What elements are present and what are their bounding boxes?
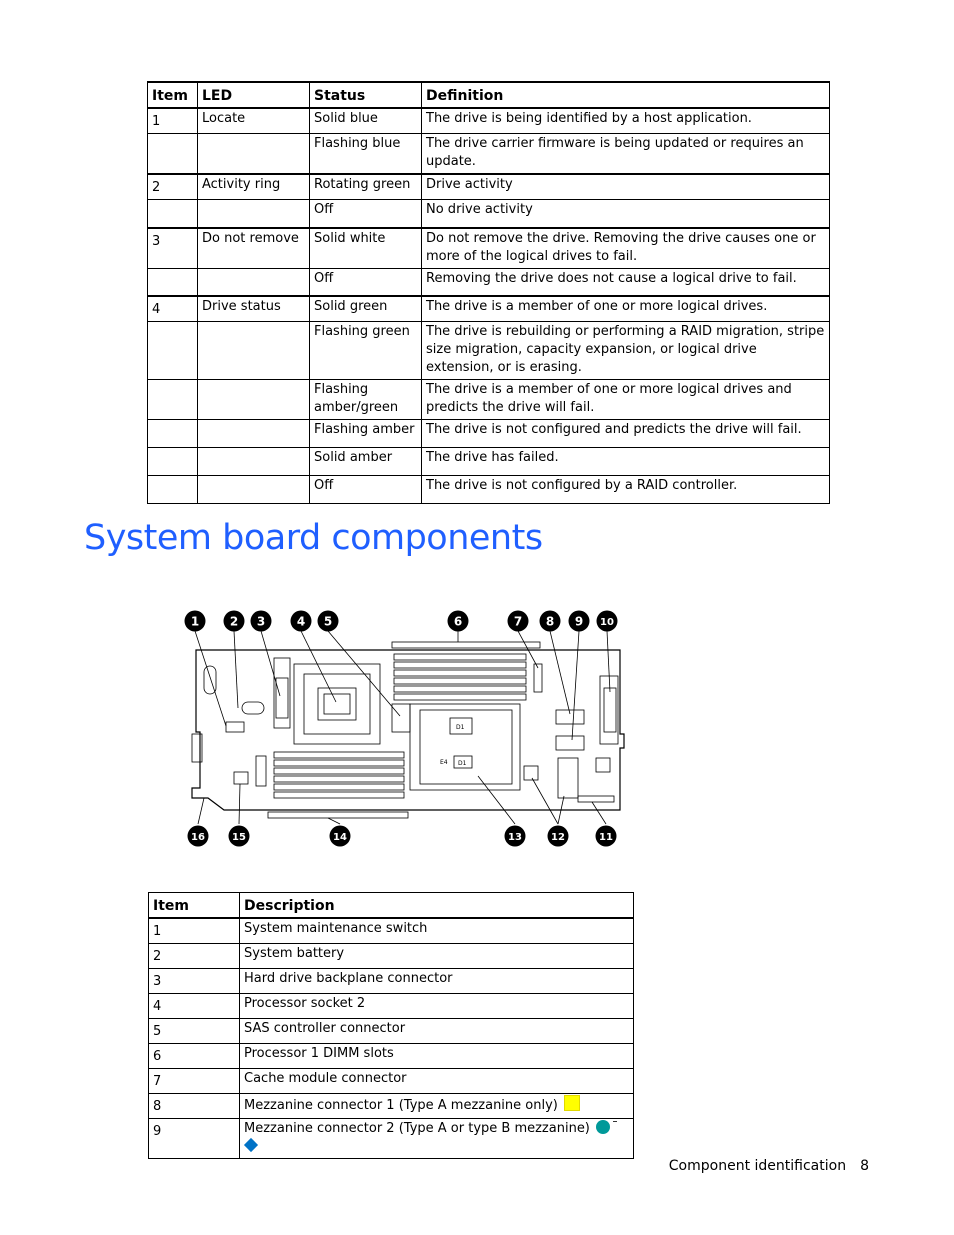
row-led — [198, 476, 310, 504]
callout-16 — [188, 826, 209, 847]
callout-label: 8 — [545, 614, 555, 629]
row-description: Mezzanine connector 1 (Type A mezzanine only) — [244, 1098, 558, 1113]
header-status: Status — [310, 82, 422, 108]
row-definition: The drive is not configured by a RAID controller. — [422, 476, 830, 504]
table-row — [149, 1094, 634, 1119]
table-row — [148, 296, 830, 322]
callout-label: 2 — [229, 614, 239, 629]
row-status: Solid white — [310, 228, 422, 269]
row-item — [148, 200, 198, 228]
callout-15 — [229, 826, 250, 847]
callout-13 — [505, 826, 526, 847]
callout-7 — [508, 611, 529, 632]
row-definition: The drive is a member of one or more logical drives. — [422, 296, 830, 322]
callout-label: 14 — [333, 832, 347, 843]
row-led: Locate — [198, 108, 310, 134]
type-a-marker-icon — [564, 1095, 580, 1111]
table-row — [148, 228, 830, 269]
callout-label: 11 — [599, 832, 613, 843]
row-status: Off — [310, 268, 422, 296]
led-definition-table — [147, 81, 830, 504]
row-description: Cache module connector — [240, 1069, 634, 1094]
row-definition: Do not remove the drive. Removing the drive causes one or more of the logical drives to fail. — [422, 228, 830, 269]
callout-label: 12 — [551, 832, 565, 843]
header-item: Item — [148, 82, 198, 108]
table-row — [149, 1119, 634, 1159]
component-table — [148, 892, 634, 1159]
table-row — [149, 918, 634, 944]
row-definition: The drive has failed. — [422, 448, 830, 476]
row-definition: Removing the drive does not cause a logical drive to fail. — [422, 268, 830, 296]
row-status: Flashing blue — [310, 134, 422, 175]
callout-3 — [251, 611, 272, 632]
row-definition: The drive is being identified by a host application. — [422, 108, 830, 134]
table-row — [148, 420, 830, 448]
table-row — [149, 1069, 634, 1094]
callout-8 — [540, 611, 561, 632]
header-item: Item — [149, 893, 240, 919]
header-definition: Definition — [422, 82, 830, 108]
row-description: Processor 1 DIMM slots — [240, 1044, 634, 1069]
callout-10 — [597, 611, 618, 632]
chip-label: D1 — [456, 724, 465, 731]
system-board-diagram — [178, 606, 638, 856]
row-item — [148, 476, 198, 504]
callout-label: 16 — [191, 832, 205, 843]
row-definition: The drive is not configured and predicts the drive will fail. — [422, 420, 830, 448]
row-led: Drive status — [198, 296, 310, 322]
table-row — [149, 994, 634, 1019]
row-item — [148, 420, 198, 448]
row-description: Mezzanine connector 2 (Type A or type B mezzanine) — [244, 1121, 590, 1136]
row-definition: The drive is rebuilding or performing a RAID migration, stripe size migration, capacity expansion, or logical drive extension, or is erasing. — [422, 322, 830, 380]
table-row — [149, 1044, 634, 1069]
table-header-row — [149, 893, 634, 919]
row-definition: No drive activity — [422, 200, 830, 228]
row-item: 2 — [149, 944, 240, 969]
callout-14 — [330, 826, 351, 847]
header-description: Description — [240, 893, 634, 919]
row-led — [198, 322, 310, 380]
table-row — [148, 268, 830, 296]
row-description-cell — [240, 1094, 634, 1119]
row-description: Processor socket 2 — [240, 994, 634, 1019]
callout-label: 7 — [513, 614, 523, 629]
row-item: 2 — [148, 174, 198, 200]
callout-label: 15 — [232, 832, 246, 843]
table-row — [148, 108, 830, 134]
row-status: Flashing amber/green — [310, 380, 422, 420]
section-title: System board components — [84, 518, 543, 558]
callout-label: 1 — [190, 614, 200, 629]
table-row — [149, 969, 634, 994]
table-row — [148, 134, 830, 175]
row-definition: Drive activity — [422, 174, 830, 200]
chip-label: E4 — [440, 759, 448, 766]
type-a-circle-marker-icon — [596, 1120, 610, 1134]
lower-dimm-slots — [274, 752, 404, 798]
callout-label: 4 — [296, 614, 306, 629]
table-row — [148, 200, 830, 228]
row-description: System maintenance switch — [240, 918, 634, 944]
row-item: 1 — [149, 918, 240, 944]
callout-5 — [318, 611, 339, 632]
table-row — [148, 174, 830, 200]
row-definition: The drive carrier firmware is being updated or requires an update. — [422, 134, 830, 175]
row-definition: The drive is a member of one or more logical drives and predicts the drive will fail. — [422, 380, 830, 420]
row-status: Solid green — [310, 296, 422, 322]
row-item: 8 — [149, 1094, 240, 1119]
row-item: 5 — [149, 1019, 240, 1044]
row-status: Off — [310, 476, 422, 504]
callout-1 — [185, 611, 206, 632]
row-item — [148, 268, 198, 296]
row-item: 1 — [148, 108, 198, 134]
row-item — [148, 448, 198, 476]
table-row — [148, 322, 830, 380]
row-item: 4 — [149, 994, 240, 1019]
chip-labels — [440, 724, 467, 767]
row-item: 6 — [149, 1044, 240, 1069]
row-description: Hard drive backplane connector — [240, 969, 634, 994]
page-number: 8 — [860, 1158, 869, 1174]
row-status: Flashing amber — [310, 420, 422, 448]
row-item — [148, 134, 198, 175]
table-row — [149, 944, 634, 969]
row-led — [198, 268, 310, 296]
upper-dimm-slots — [394, 654, 526, 700]
callout-6 — [448, 611, 469, 632]
row-item: 4 — [148, 296, 198, 322]
row-led — [198, 448, 310, 476]
table-row — [149, 1019, 634, 1044]
table-row — [148, 448, 830, 476]
row-item: 3 — [149, 969, 240, 994]
footer-section-name: Component identification — [668, 1158, 847, 1174]
marker-separator — [613, 1121, 617, 1122]
callout-11 — [596, 826, 617, 847]
callout-2 — [224, 611, 245, 632]
row-item — [148, 380, 198, 420]
row-status: Flashing green — [310, 322, 422, 380]
row-item: 9 — [149, 1119, 240, 1159]
row-item: 7 — [149, 1069, 240, 1094]
row-item: 3 — [148, 228, 198, 269]
row-led — [198, 380, 310, 420]
row-status: Rotating green — [310, 174, 422, 200]
callout-12 — [548, 826, 569, 847]
table-row — [148, 380, 830, 420]
row-description: SAS controller connector — [240, 1019, 634, 1044]
board-features — [192, 642, 618, 818]
callout-9 — [569, 611, 590, 632]
callout-label: 3 — [256, 614, 266, 629]
callout-label: 9 — [574, 614, 584, 629]
callout-label: 13 — [508, 832, 522, 843]
row-status: Off — [310, 200, 422, 228]
table-header-row — [148, 82, 830, 108]
row-status: Solid blue — [310, 108, 422, 134]
header-led: LED — [198, 82, 310, 108]
chip-label: D1 — [458, 760, 467, 767]
row-led: Do not remove — [198, 228, 310, 269]
table-row — [148, 476, 830, 504]
row-led — [198, 200, 310, 228]
callout-label: 5 — [323, 614, 333, 629]
page-footer — [669, 1158, 869, 1174]
row-led — [198, 420, 310, 448]
callout-label: 10 — [600, 617, 614, 628]
row-item — [148, 322, 198, 380]
callout-label: 6 — [453, 614, 463, 629]
callout-4 — [291, 611, 312, 632]
row-led: Activity ring — [198, 174, 310, 200]
row-description: System battery — [240, 944, 634, 969]
row-status: Solid amber — [310, 448, 422, 476]
row-led — [198, 134, 310, 175]
type-b-diamond-marker-icon — [244, 1138, 258, 1152]
row-description-cell — [240, 1119, 634, 1159]
